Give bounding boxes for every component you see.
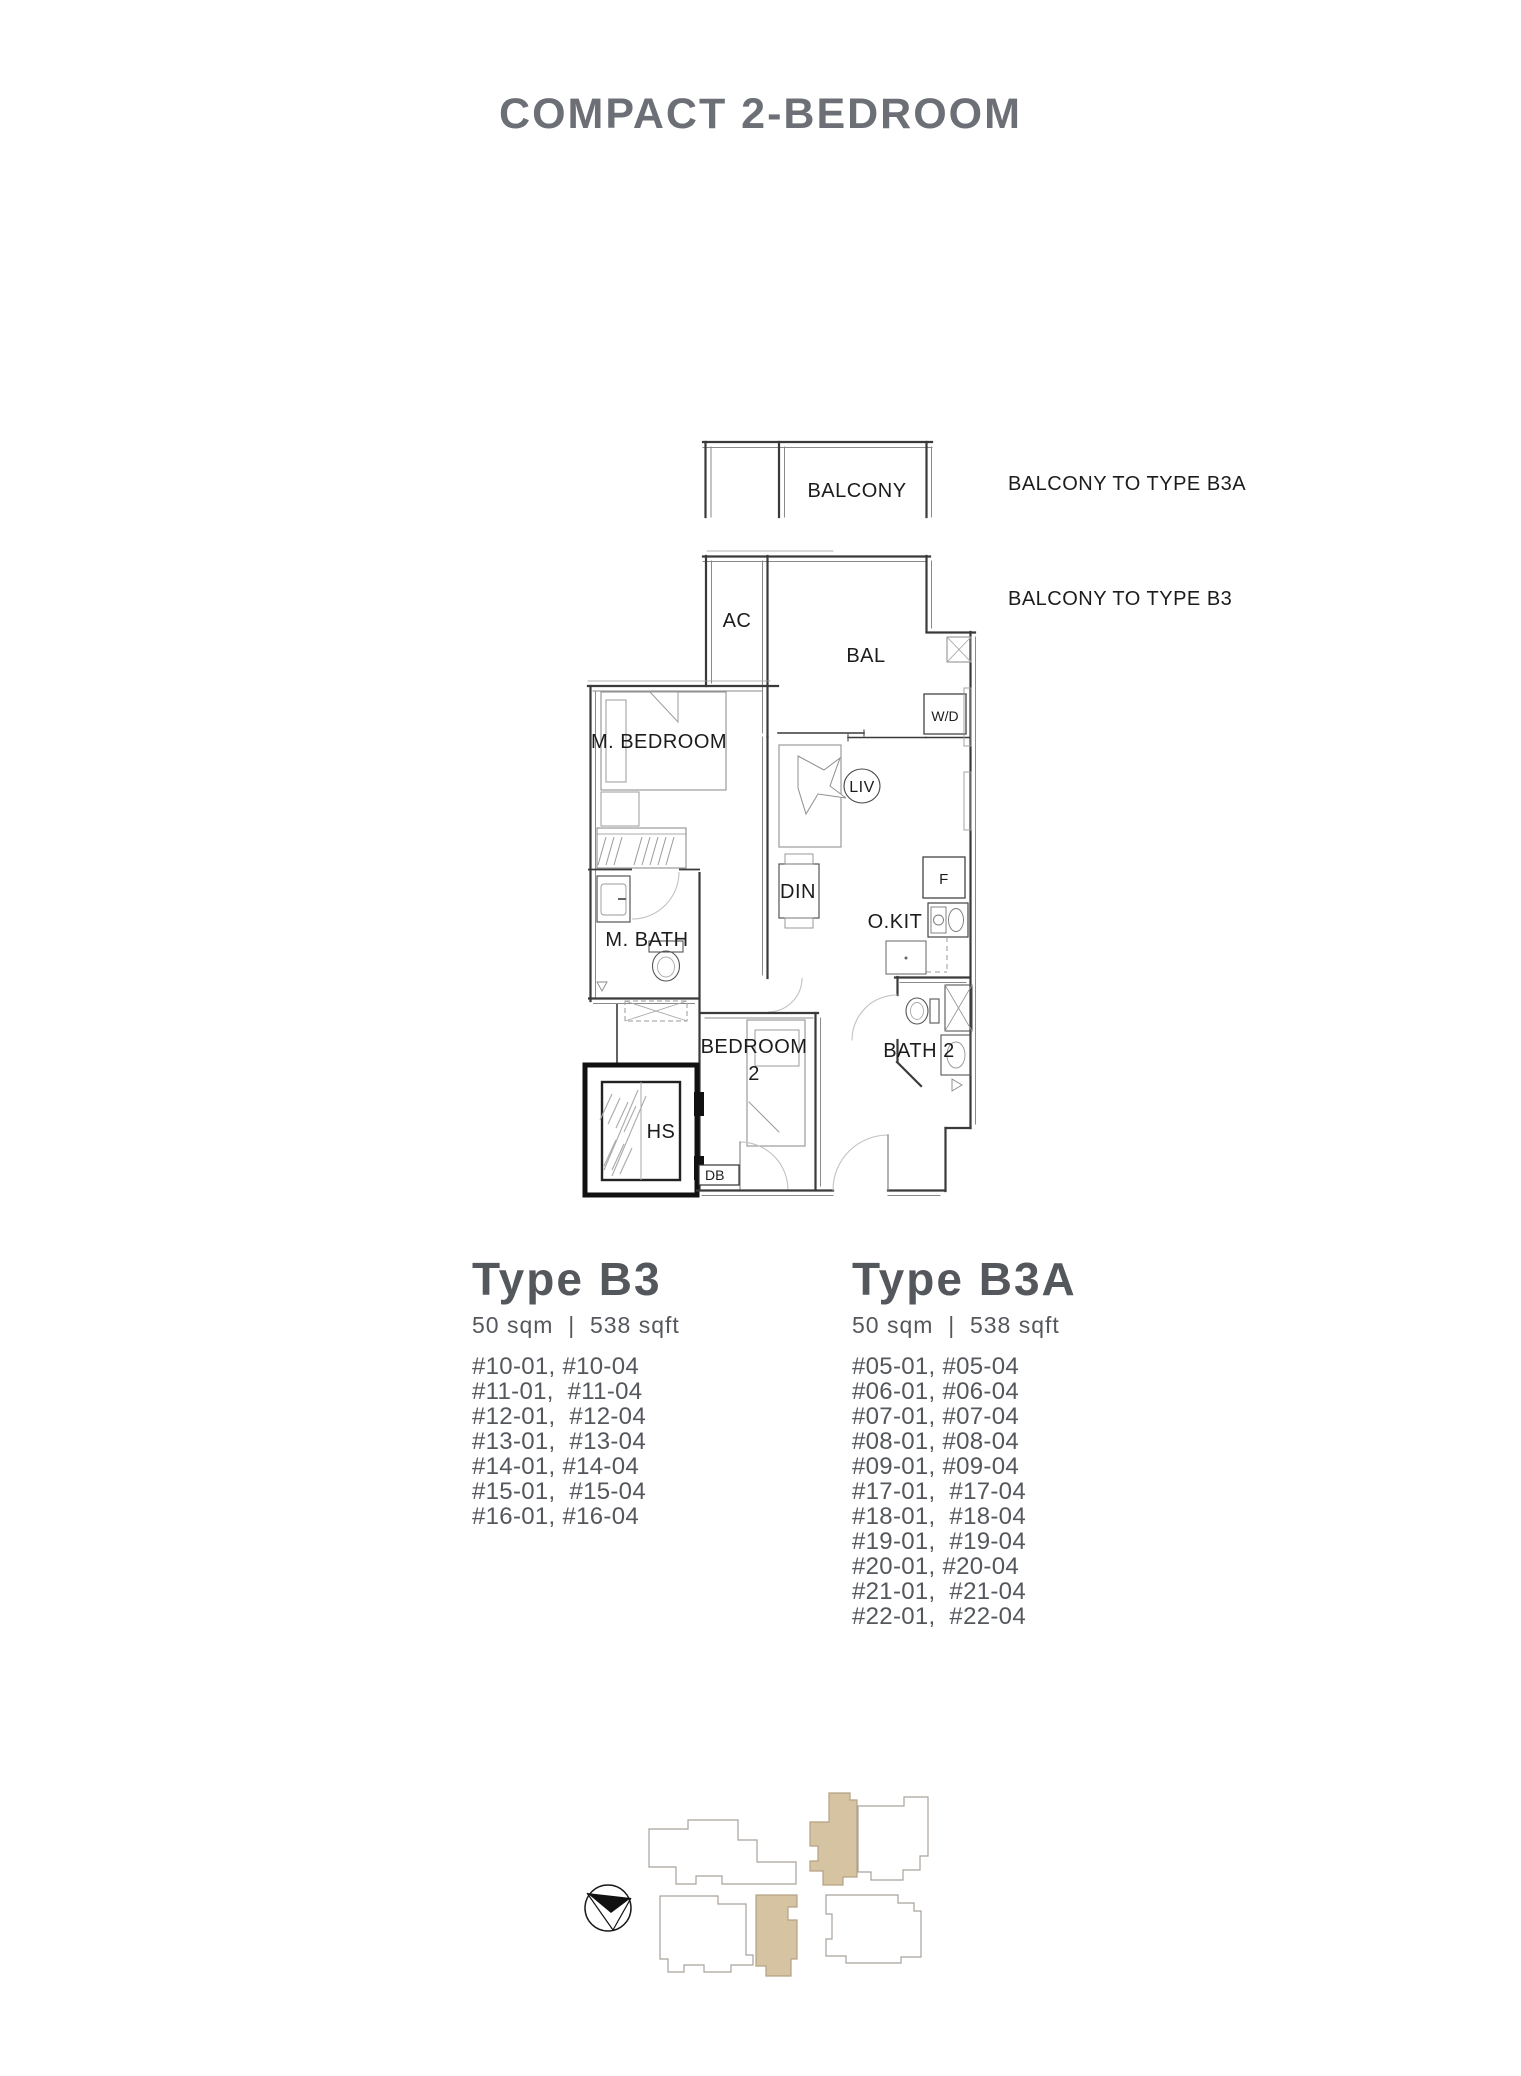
linen-closet [617, 1001, 687, 1064]
label-fridge: F [939, 871, 949, 888]
type-b3a-title: Type B3A [852, 1253, 1077, 1305]
label-bal: BAL [846, 645, 886, 667]
site-building-highlight-top [810, 1793, 857, 1885]
unit-line: #18-01, #18-04 [852, 1503, 1026, 1530]
label-ac: AC [722, 610, 752, 632]
household-shelter [585, 1065, 704, 1195]
entry-walls [697, 1128, 971, 1196]
site-building-white-3 [660, 1896, 753, 1972]
site-building-highlight-bottom [756, 1895, 797, 1976]
label-bedroom2: BEDROOM [700, 1036, 808, 1058]
site-building-white-4 [826, 1895, 921, 1963]
type-b3-units [472, 1354, 832, 1529]
unit-line: #10-01, #10-04 [472, 1353, 639, 1380]
unit-line: #14-01, #14-04 [472, 1453, 639, 1480]
label-wd: W/D [931, 708, 959, 724]
type-b3-title: Type B3 [472, 1253, 662, 1305]
site-building-white-2 [858, 1797, 928, 1880]
hall-door-arc [768, 978, 802, 1012]
unit-line: #22-01, #22-04 [852, 1603, 1026, 1630]
note-balcony-to-b3: BALCONY TO TYPE B3 [1008, 588, 1233, 610]
unit-line: #11-01, #11-04 [472, 1378, 643, 1405]
unit-line: #08-01, #08-04 [852, 1428, 1019, 1455]
type-b3-area: 50 sqm | 538 sqft [472, 1312, 680, 1338]
unit-line: #21-01, #21-04 [852, 1578, 1026, 1605]
label-okit: O.KIT [867, 911, 923, 933]
site-plan [649, 1793, 928, 1976]
label-din: DIN [780, 881, 816, 903]
site-building-white-1 [649, 1820, 796, 1884]
unit-line: #09-01, #09-04 [852, 1453, 1019, 1480]
unit-line: #19-01, #19-04 [852, 1528, 1026, 1555]
unit-line: #16-01, #16-04 [472, 1503, 639, 1530]
north-arrow-icon [585, 1885, 631, 1931]
unit-line: #07-01, #07-04 [852, 1403, 1019, 1430]
label-bath2: BATH 2 [883, 1040, 955, 1062]
label-hs: HS [646, 1121, 676, 1143]
label-bedroom2-num: 2 [748, 1063, 760, 1085]
label-m-bedroom: M. BEDROOM [590, 731, 728, 753]
master-bed [601, 692, 726, 826]
label-liv: LIV [849, 779, 875, 796]
unit-line: #06-01, #06-04 [852, 1378, 1019, 1405]
type-b3a-area: 50 sqm | 538 sqft [852, 1312, 1060, 1338]
unit-line: #17-01, #17-04 [852, 1478, 1026, 1505]
label-m-bath: M. BATH [605, 929, 689, 951]
type-b3a-units [852, 1354, 1212, 1629]
type-b3-section [472, 1253, 832, 1530]
sofa [779, 745, 846, 847]
bath2 [852, 977, 972, 1091]
page-title: COMPACT 2-BEDROOM [499, 90, 1022, 138]
wardrobe [597, 828, 686, 868]
unit-line: #15-01, #15-04 [472, 1478, 646, 1505]
unit-line: #20-01, #20-04 [852, 1553, 1019, 1580]
label-db: DB [705, 1167, 725, 1183]
type-b3a-section [852, 1253, 1212, 1630]
unit-line: #05-01, #05-04 [852, 1353, 1019, 1380]
unit-line: #12-01, #12-04 [472, 1403, 646, 1430]
label-balcony: BALCONY [807, 480, 907, 502]
note-balcony-to-b3a: BALCONY TO TYPE B3A [1008, 473, 1247, 495]
unit-line: #13-01, #13-04 [472, 1428, 646, 1455]
